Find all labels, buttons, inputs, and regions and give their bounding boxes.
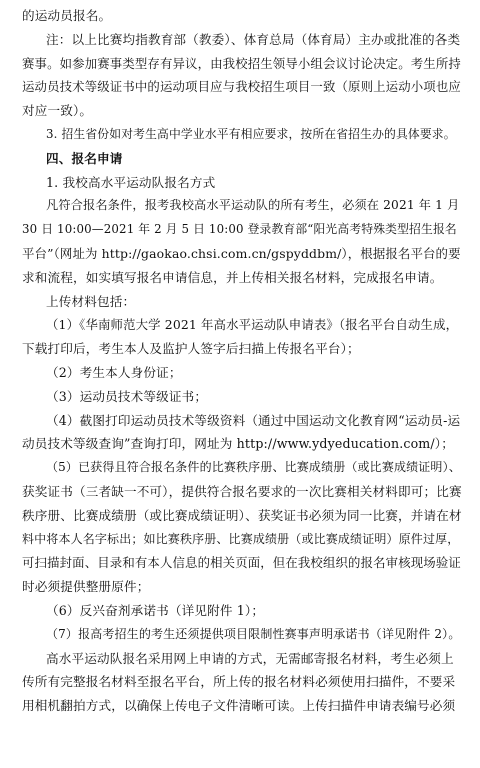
- text-line: 动员技术等级查询”查询打印，网址为 http://www.ydyeducation.com/）；: [22, 436, 454, 452]
- text-line: （3）运动员技术等级证书；: [46, 388, 208, 404]
- text-line: 1. 我校高水平运动队报名方式: [46, 174, 216, 190]
- text-line: （4）截图打印运动员技术等级资料（通过中国运动文化教育网“运动员-运: [46, 412, 461, 428]
- text-line: 凡符合报名条件，报考我校高水平运动队的所有考生，必须在 2021 年 1 月: [46, 198, 460, 213]
- text-line: 高水平运动队报名采用网上申请的方式，无需邮寄报名材料，考生必须上: [46, 650, 454, 666]
- text-line: 30 日 10:00—2021 年 2 月 5 日 10:00 登录教育部“阳光高考特殊类型招生报名: [22, 222, 457, 237]
- text-line: 秩序册、比赛成绩册（或比赛成绩证明）、获奖证书必须为同一比赛，并请在材: [22, 507, 462, 523]
- text-line: 运动员技术等级证书中的运动项目应与我校招生项目一致（原则上运动小项也应: [22, 79, 461, 95]
- text-line: 用相机翻拍方式，以确保上传电子文件清晰可读。上传扫描件申请表编号必须: [22, 698, 456, 714]
- text-line: 获奖证书（三者缺一不可），提供符合报名要求的一次比赛相关材料即可；比赛: [22, 483, 462, 499]
- text-line: （5）已获得且符合报名条件的比赛秩序册、比赛成绩册（或比赛成绩证明）、: [46, 460, 461, 475]
- text-line: （1）《华南师范大学 2021 年高水平运动队申请表》（报名平台自动生成，: [46, 317, 459, 333]
- text-line: （6）反兴奋剂承诺书（详见附件 1）；: [46, 602, 265, 618]
- text-line: （2）考生本人身份证；: [46, 364, 182, 380]
- section-heading: 四、报名申请: [46, 150, 123, 166]
- text-line: 可扫描封面、目录和有本人信息的相关页面，但在我校组织的报名审核现场验证: [22, 555, 461, 571]
- text-line: （7）报高考招生的考生还须提供项目限制性赛事声明承诺书（详见附件 2）。: [46, 626, 461, 641]
- document-page: [22, 4, 462, 718]
- text-line: 下载打印后，考生本人及监护人签字后扫描上传报名平台）；: [22, 341, 360, 357]
- text-line: 求和流程，如实填写报名申请信息，并上传相关报名材料，完成报名申请。: [22, 269, 443, 285]
- text-line: 赛事。如参加赛事类型存有异议，由我校招生领导小组会议讨论决定。考生所持: [22, 55, 461, 71]
- text-line: 时必须提供整册原件；: [22, 579, 150, 595]
- text-line: 料中将本人名字标出；如比赛秩序册、比赛成绩册（或比赛成绩证明）原件过厚，: [22, 531, 460, 546]
- text-line: 的运动员报名。: [22, 8, 112, 23]
- text-line: 平台”（网址为 http://gaokao.chsi.com.cn/gspyddbm/），根据报名平台的要: [22, 245, 461, 261]
- text-line: 对应一致）。: [22, 103, 93, 119]
- text-line: 传所有完整报名材料至报名平台，所上传的报名材料必须使用扫描件，不要采: [22, 674, 456, 690]
- text-line: 3. 招生省份如对考生高中学业水平有相应要求，按所在省招生办的具体要求。: [46, 126, 456, 141]
- text-line: 注：以上比赛均指教育部（教委）、体育总局（体育局）主办或批准的各类: [46, 31, 461, 47]
- text-line: 上传材料包括：: [46, 293, 136, 309]
